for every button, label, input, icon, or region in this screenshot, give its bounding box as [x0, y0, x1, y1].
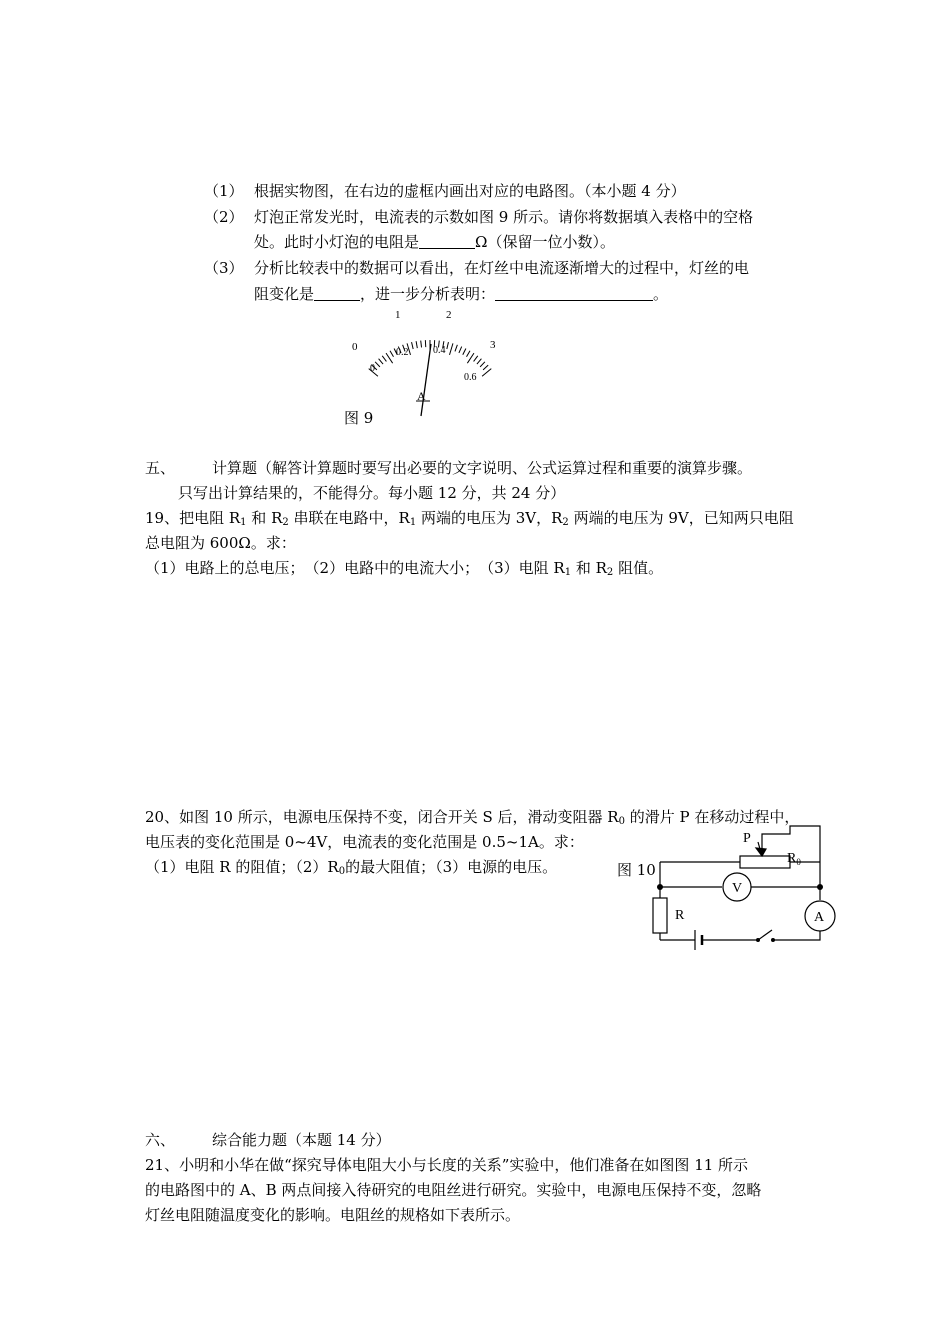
- q20-line2: 电压表的变化范围是 0~4V，电流表的变化范围是 0.5~1A。求：: [145, 833, 584, 851]
- circuit-diagram: [640, 820, 840, 960]
- inner-tick-0: 0: [370, 363, 375, 374]
- sub-2: 2: [282, 517, 289, 528]
- outer-tick-2: 2: [446, 309, 452, 321]
- q3-number: （3）: [204, 259, 244, 277]
- label-a: A: [814, 910, 825, 925]
- slider-arrowhead: [756, 848, 766, 856]
- dial-tick: [421, 341, 422, 348]
- switch-contact: [771, 938, 775, 942]
- label-r: R: [675, 908, 685, 923]
- dial-needle: [421, 344, 431, 416]
- q1-text: 根据实物图，在右边的虚框内画出对应的电路图。（本小题 4 分）: [254, 182, 686, 200]
- part6-heading: 综合能力题（本题 14 分）: [212, 1131, 391, 1149]
- dial-tick: [386, 353, 393, 363]
- sub-0: 0: [338, 866, 346, 877]
- analysis-blank[interactable]: [495, 286, 653, 301]
- wire-ammeter-bottom: [808, 931, 820, 940]
- q19-line1-d: 两端的电压为 3V，R: [416, 509, 563, 527]
- q21-line1: 21、小明和小华在做“探究导体电阻大小与长度的关系”实验中，他们准备在如图图 11 所示: [145, 1156, 749, 1174]
- q2-line2: [254, 232, 615, 252]
- q3-line2-text-b: ，进一步分析表明：: [360, 285, 496, 303]
- dial-tick: [477, 359, 481, 364]
- junction-right: [817, 884, 823, 890]
- sub-0: 0: [618, 816, 625, 827]
- dial-tick: [483, 365, 488, 370]
- q19-line3-c: 阻值。: [613, 559, 664, 577]
- q19-line3: [145, 558, 663, 583]
- sub-1: 1: [564, 567, 572, 578]
- dial-tick: [416, 341, 417, 348]
- q2-line2-text-b: Ω（保留一位小数）。: [475, 233, 615, 251]
- dial-tick: [375, 362, 380, 367]
- dial-tick: [382, 356, 386, 362]
- resistance-change-blank[interactable]: [314, 286, 360, 301]
- q20-line3-b: 的最大阻值；（3）电源的电压。: [345, 858, 558, 876]
- dial-tick: [467, 351, 471, 357]
- fig10-caption: 图 10: [617, 861, 656, 879]
- dial-tick: [480, 362, 485, 367]
- q1-number: （1）: [204, 182, 244, 200]
- q19-line2: 总电阻为 600Ω。求：: [145, 534, 296, 552]
- q2-number: （2）: [204, 208, 244, 226]
- label-v: V: [732, 881, 743, 896]
- sub-1: 1: [409, 517, 417, 528]
- q19-line1-b: 和 R: [246, 509, 283, 527]
- rheostat-r0: [740, 856, 790, 868]
- dial-tick: [463, 349, 466, 355]
- inner-tick-0.6: 0.6: [464, 372, 477, 383]
- outer-tick-1: 1: [395, 309, 401, 321]
- q19-line1-e: 两端的电压为 9V，已知两只电阻: [568, 509, 794, 527]
- dial-tick: [379, 359, 383, 364]
- sub-2: 2: [606, 567, 614, 578]
- switch-s[interactable]: [758, 930, 772, 940]
- q2-line1: 灯泡正常发光时，电流表的示数如图 9 所示。请你将数据填入表格中的空格: [254, 208, 754, 226]
- q20-line1-b: 的滑片 P 在移动过程中，: [624, 808, 800, 826]
- part5-heading-line1: 计算题（解答计算题时要写出必要的文字说明、公式运算过程和重要的演算步骤。: [212, 459, 753, 477]
- inner-tick-0.2: 0.2: [396, 347, 409, 358]
- q19-line1-a: 19、把电阻 R: [145, 509, 241, 527]
- label-r0-letter: R: [787, 851, 797, 866]
- label-p: P: [743, 831, 751, 846]
- q19-line3-a: （1）电路上的总电压； （2）电路中的电流大小； （3）电阻 R: [145, 559, 565, 577]
- dial-tick: [459, 347, 462, 353]
- dial-tick: [455, 345, 457, 352]
- dial-tick: [450, 343, 453, 354]
- q19-line1-c: 串联在电路中，R: [288, 509, 410, 527]
- dial-tick: [474, 356, 478, 362]
- sub-1: 1: [240, 517, 247, 528]
- dial-tick: [390, 351, 394, 357]
- sub-2: 2: [562, 517, 569, 528]
- junction-left: [657, 884, 663, 890]
- fig9-caption: 图 9: [344, 409, 374, 427]
- resistance-blank[interactable]: [419, 234, 475, 249]
- part6-number: 六、: [145, 1131, 176, 1149]
- part5-number: 五、: [145, 459, 176, 477]
- q19-line1: [145, 508, 794, 533]
- outer-tick-3: 3: [490, 339, 496, 351]
- unit-label: A: [417, 389, 426, 403]
- dial-tick: [447, 342, 449, 349]
- q3-line1: 分析比较表中的数据可以看出，在灯丝中电流逐渐增大的过程中，灯丝的电: [254, 259, 750, 277]
- q3-line2-text-a: 阻变化是: [254, 285, 315, 303]
- dial-tick-marks: [369, 340, 492, 376]
- q19-line3-b: 和 R: [571, 559, 607, 577]
- dial-tick: [467, 353, 474, 363]
- q21-line3: 灯丝电阻随温度变化的影响。电阻丝的规格如下表所示。: [145, 1206, 521, 1224]
- q21-line2: 的电路图中的 A、B 两点间接入待研究的电阻丝进行研究。实验中，电源电压保持不变，忽略: [145, 1181, 762, 1199]
- q20-line3-a: （1）电阻 R 的阻值；（2）R: [145, 858, 339, 876]
- outer-tick-0: 0: [352, 341, 358, 353]
- label-r0: [787, 851, 801, 867]
- q20-line1-a: 20、如图 10 所示，电源电压保持不变，闭合开关 S 后，滑动变阻器 R: [145, 808, 619, 826]
- switch-pivot: [756, 938, 760, 942]
- inner-tick-0.4: 0.4: [433, 345, 446, 356]
- part5-heading-line2: 只写出计算结果的，不能得分。每小题 12 分，共 24 分）: [178, 484, 566, 502]
- resistor-r: [653, 898, 667, 933]
- q20-line3: [145, 857, 557, 882]
- q3-line2-text-c: 。: [653, 285, 669, 303]
- dial-tick: [412, 342, 414, 349]
- q2-line2-text-a: 处。此时小灯泡的电阻是: [254, 233, 420, 251]
- label-r0-sub: 0: [796, 857, 801, 867]
